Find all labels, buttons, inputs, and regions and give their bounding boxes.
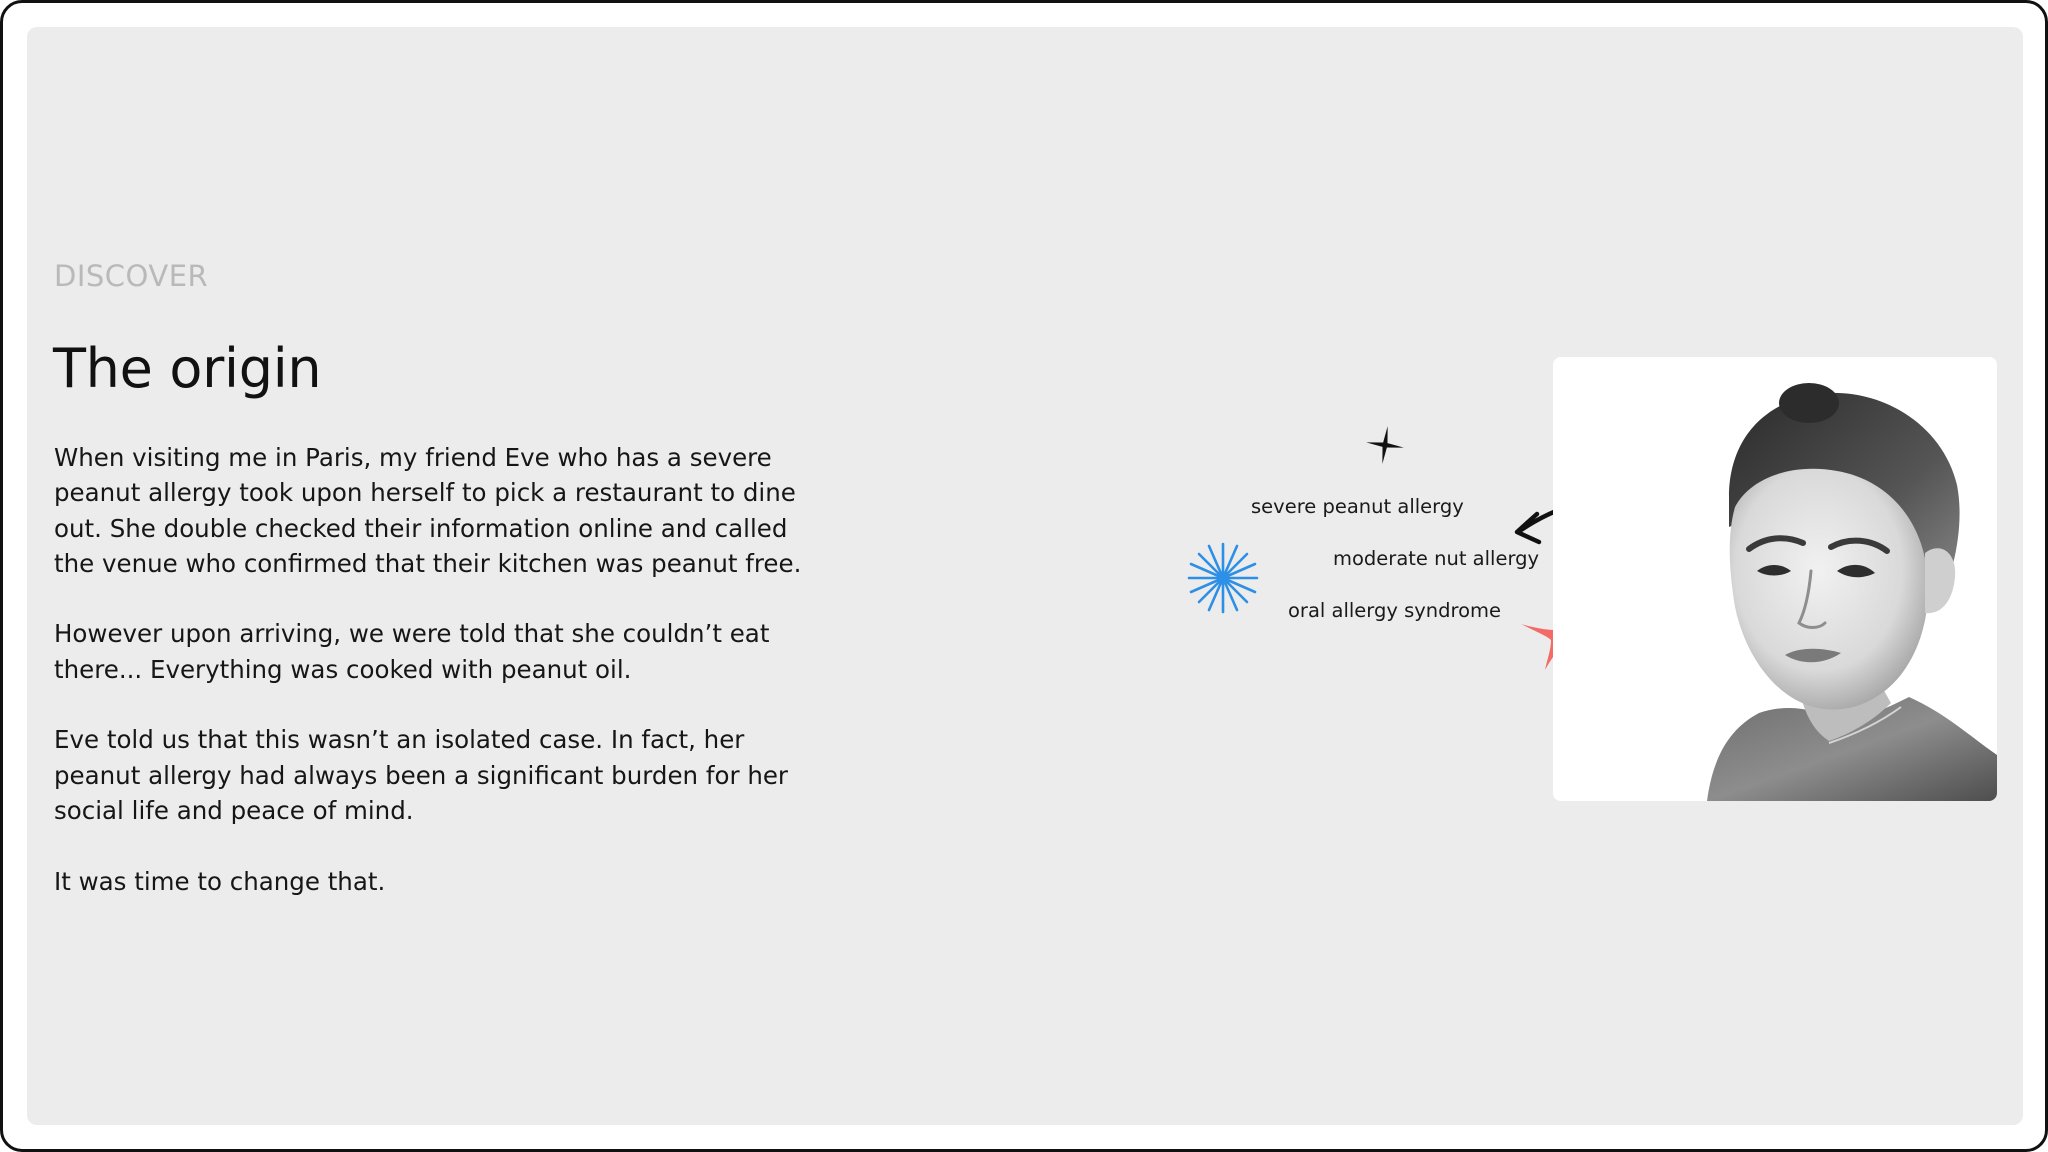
- sparkle-blue-icon: [1187, 542, 1259, 614]
- story-paragraph: However upon arriving, we were told that she couldn’t eat there... Everything was cooked with peanut oil.: [54, 619, 770, 684]
- story-paragraph: It was time to change that.: [54, 866, 386, 896]
- allergy-tag-oral-syndrome: oral allergy syndrome: [1288, 599, 1502, 622]
- story-paragraph: When visiting me in Paris, my friend Eve who has a severe peanut allergy took upon herself to pick a restaurant to dine out. She double checked their information online and called the venue who confirmed that their kitchen was peanut free.: [54, 443, 802, 578]
- portrait-photo: [1553, 357, 1997, 801]
- allergy-tag-moderate-nut: moderate nut allergy: [1333, 547, 1540, 570]
- allergy-tag-severe-peanut: severe peanut allergy: [1251, 495, 1464, 518]
- portrait-illustration: [1553, 357, 1997, 801]
- story-body: [54, 440, 814, 934]
- sparkle-black-icon: [1365, 425, 1405, 465]
- story-paragraph: Eve told us that this wasn’t an isolated case. In fact, her peanut allergy had always been a significant burden for her social life and peace of mind.: [54, 725, 788, 825]
- page-title: The origin: [53, 337, 322, 400]
- section-eyebrow: DISCOVER: [54, 259, 209, 293]
- content-panel: [27, 27, 2023, 1125]
